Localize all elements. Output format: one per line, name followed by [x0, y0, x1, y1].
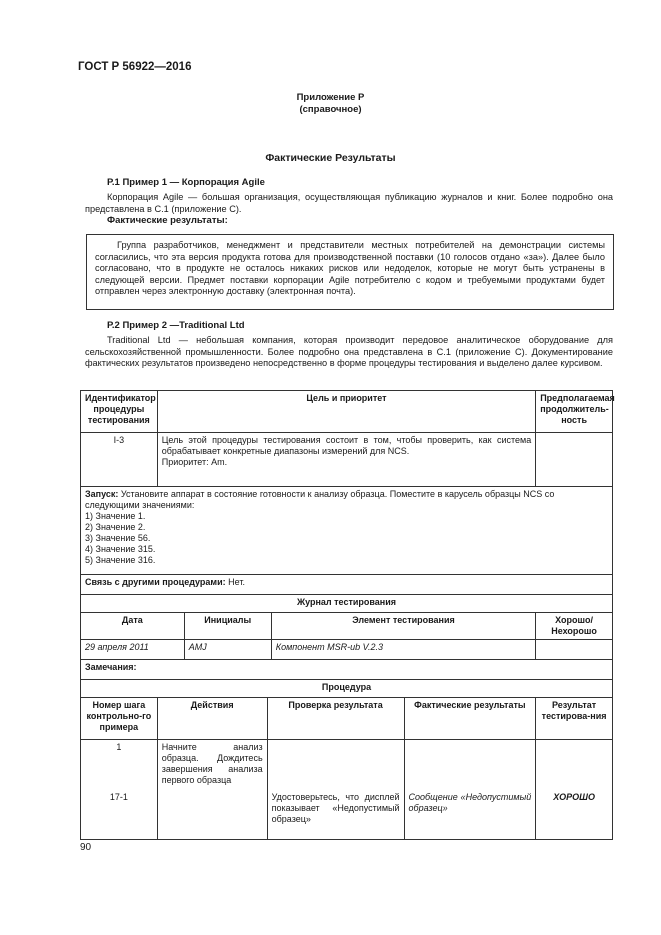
step-result: ХОРОШО: [553, 792, 595, 802]
example1-results-label: Фактические результаты:: [107, 215, 228, 226]
sample-value: 3) Значение 56.: [85, 533, 151, 543]
test-log-title: Журнал тестирования: [81, 595, 613, 613]
step-check: Удостоверьтесь, что дисплей показывает «Недопустимый образец»: [271, 792, 400, 824]
log-result: [536, 640, 613, 660]
sample-value: 5) Значение 316.: [85, 555, 156, 565]
steps-actual-cell: [404, 740, 536, 840]
step-actual: Сообщение «Недопустимый образец»: [408, 792, 532, 813]
example2-heading: Р.2 Пример 2 —Traditional Ltd: [107, 320, 245, 331]
steps-action-cell: [157, 740, 267, 840]
log-element: Компонент MSR-ub V.2.3: [271, 640, 535, 660]
log-initials: AMJ: [184, 640, 271, 660]
log-header-element: Элемент тестирования: [271, 613, 535, 640]
log-header-date: Дата: [81, 613, 185, 640]
proc-header-result: Результат тестирова-ния: [536, 698, 613, 740]
proc-header-action: Действия: [157, 698, 267, 740]
example1-intro: Корпорация Agile — большая организация, осуществляющая публикацию журналов и книг. Более подробно она представлена в С.1 (приложение С).: [85, 192, 613, 214]
links-label: Связь с другими процедурами:: [85, 577, 226, 587]
example1-heading: Р.1 Пример 1 — Корпорация Agile: [107, 177, 265, 188]
procedure-title: Процедура: [81, 680, 613, 698]
header-goal-priority: Цель и приоритет: [157, 391, 535, 433]
procedure-id: I-3: [81, 433, 158, 487]
start-cell: [81, 487, 613, 575]
log-header-result: Хорошо/Нехорошо: [536, 613, 613, 640]
example1-results-box: Группа разработчиков, менеджмент и представители местных потребителей на демонстрации системы согласились, что эта версия продукта готова для производственной поставки (10 голосов отдано «за»). Далее было согласовано, что в продукте не осталось никаких рисков или недоделок, которые не могут быть устранены в следующей версии. Предмет поставки корпорации Agile потребителю с кодом и требуемыми продуктами будет отправлен через электронную доставку (электронная почта).: [86, 234, 614, 310]
proc-header-actual: Фактические результаты: [404, 698, 536, 740]
start-label: Запуск:: [85, 489, 119, 499]
log-date: 29 апреля 2011: [81, 640, 185, 660]
example2-intro: Traditional Ltd — небольшая компания, которая производит передовое аналитическое оборудование для сельскохозяйственной промышленности. Более подробно она представлена в С.1 (приложение С). Документирование фактических результатов произведено непосредственно в форме процедуры тестирования и выделено далее курсивом.: [85, 335, 613, 369]
header-estimated-duration: Предполагаемая продолжитель-ность: [536, 391, 613, 433]
start-text: Установите аппарат в состояние готовности к анализу образца. Поместите в карусель образцы NCS со следующими значениями:: [85, 489, 555, 510]
step-action: Начните анализ образца. Дождитесь завершения анализа первого образца: [161, 742, 263, 785]
sample-value: 1) Значение 1.: [85, 511, 146, 521]
proc-header-step: Номер шага контрольно-го примера: [81, 698, 158, 740]
appendix-title: Приложение Р: [296, 92, 365, 103]
proc-header-check: Проверка результата: [267, 698, 404, 740]
goal-cell: [157, 433, 535, 487]
steps-check-cell: [267, 740, 404, 840]
page-number: 90: [80, 842, 92, 853]
links-value: Нет.: [225, 577, 245, 587]
notes-label: Замечания:: [81, 660, 613, 680]
appendix-subtitle: (справочное): [299, 104, 362, 115]
log-header-initials: Инициалы: [184, 613, 271, 640]
duration-cell: [536, 433, 613, 487]
links-cell: [81, 575, 613, 595]
sample-value: 4) Значение 315.: [85, 544, 156, 554]
sample-value: 2) Значение 2.: [85, 522, 146, 532]
step-number: 1: [116, 742, 122, 752]
header-procedure-id: Идентификатор процедуры тестирования: [81, 391, 158, 433]
steps-number-cell: [81, 740, 158, 840]
step-number: 17-1: [109, 792, 128, 802]
steps-result-cell: [536, 740, 613, 840]
section-title: Фактические Результаты: [265, 152, 396, 164]
goal-text: Цель этой процедуры тестирования состоит в том, чтобы проверить, как система обрабатывает конкретные диапазоны измерений для NCS.: [161, 435, 532, 456]
test-procedure-table: [80, 390, 613, 840]
priority-text: Приоритет: Am.: [161, 457, 228, 467]
document-header: ГОСТ Р 56922—2016: [78, 61, 192, 73]
